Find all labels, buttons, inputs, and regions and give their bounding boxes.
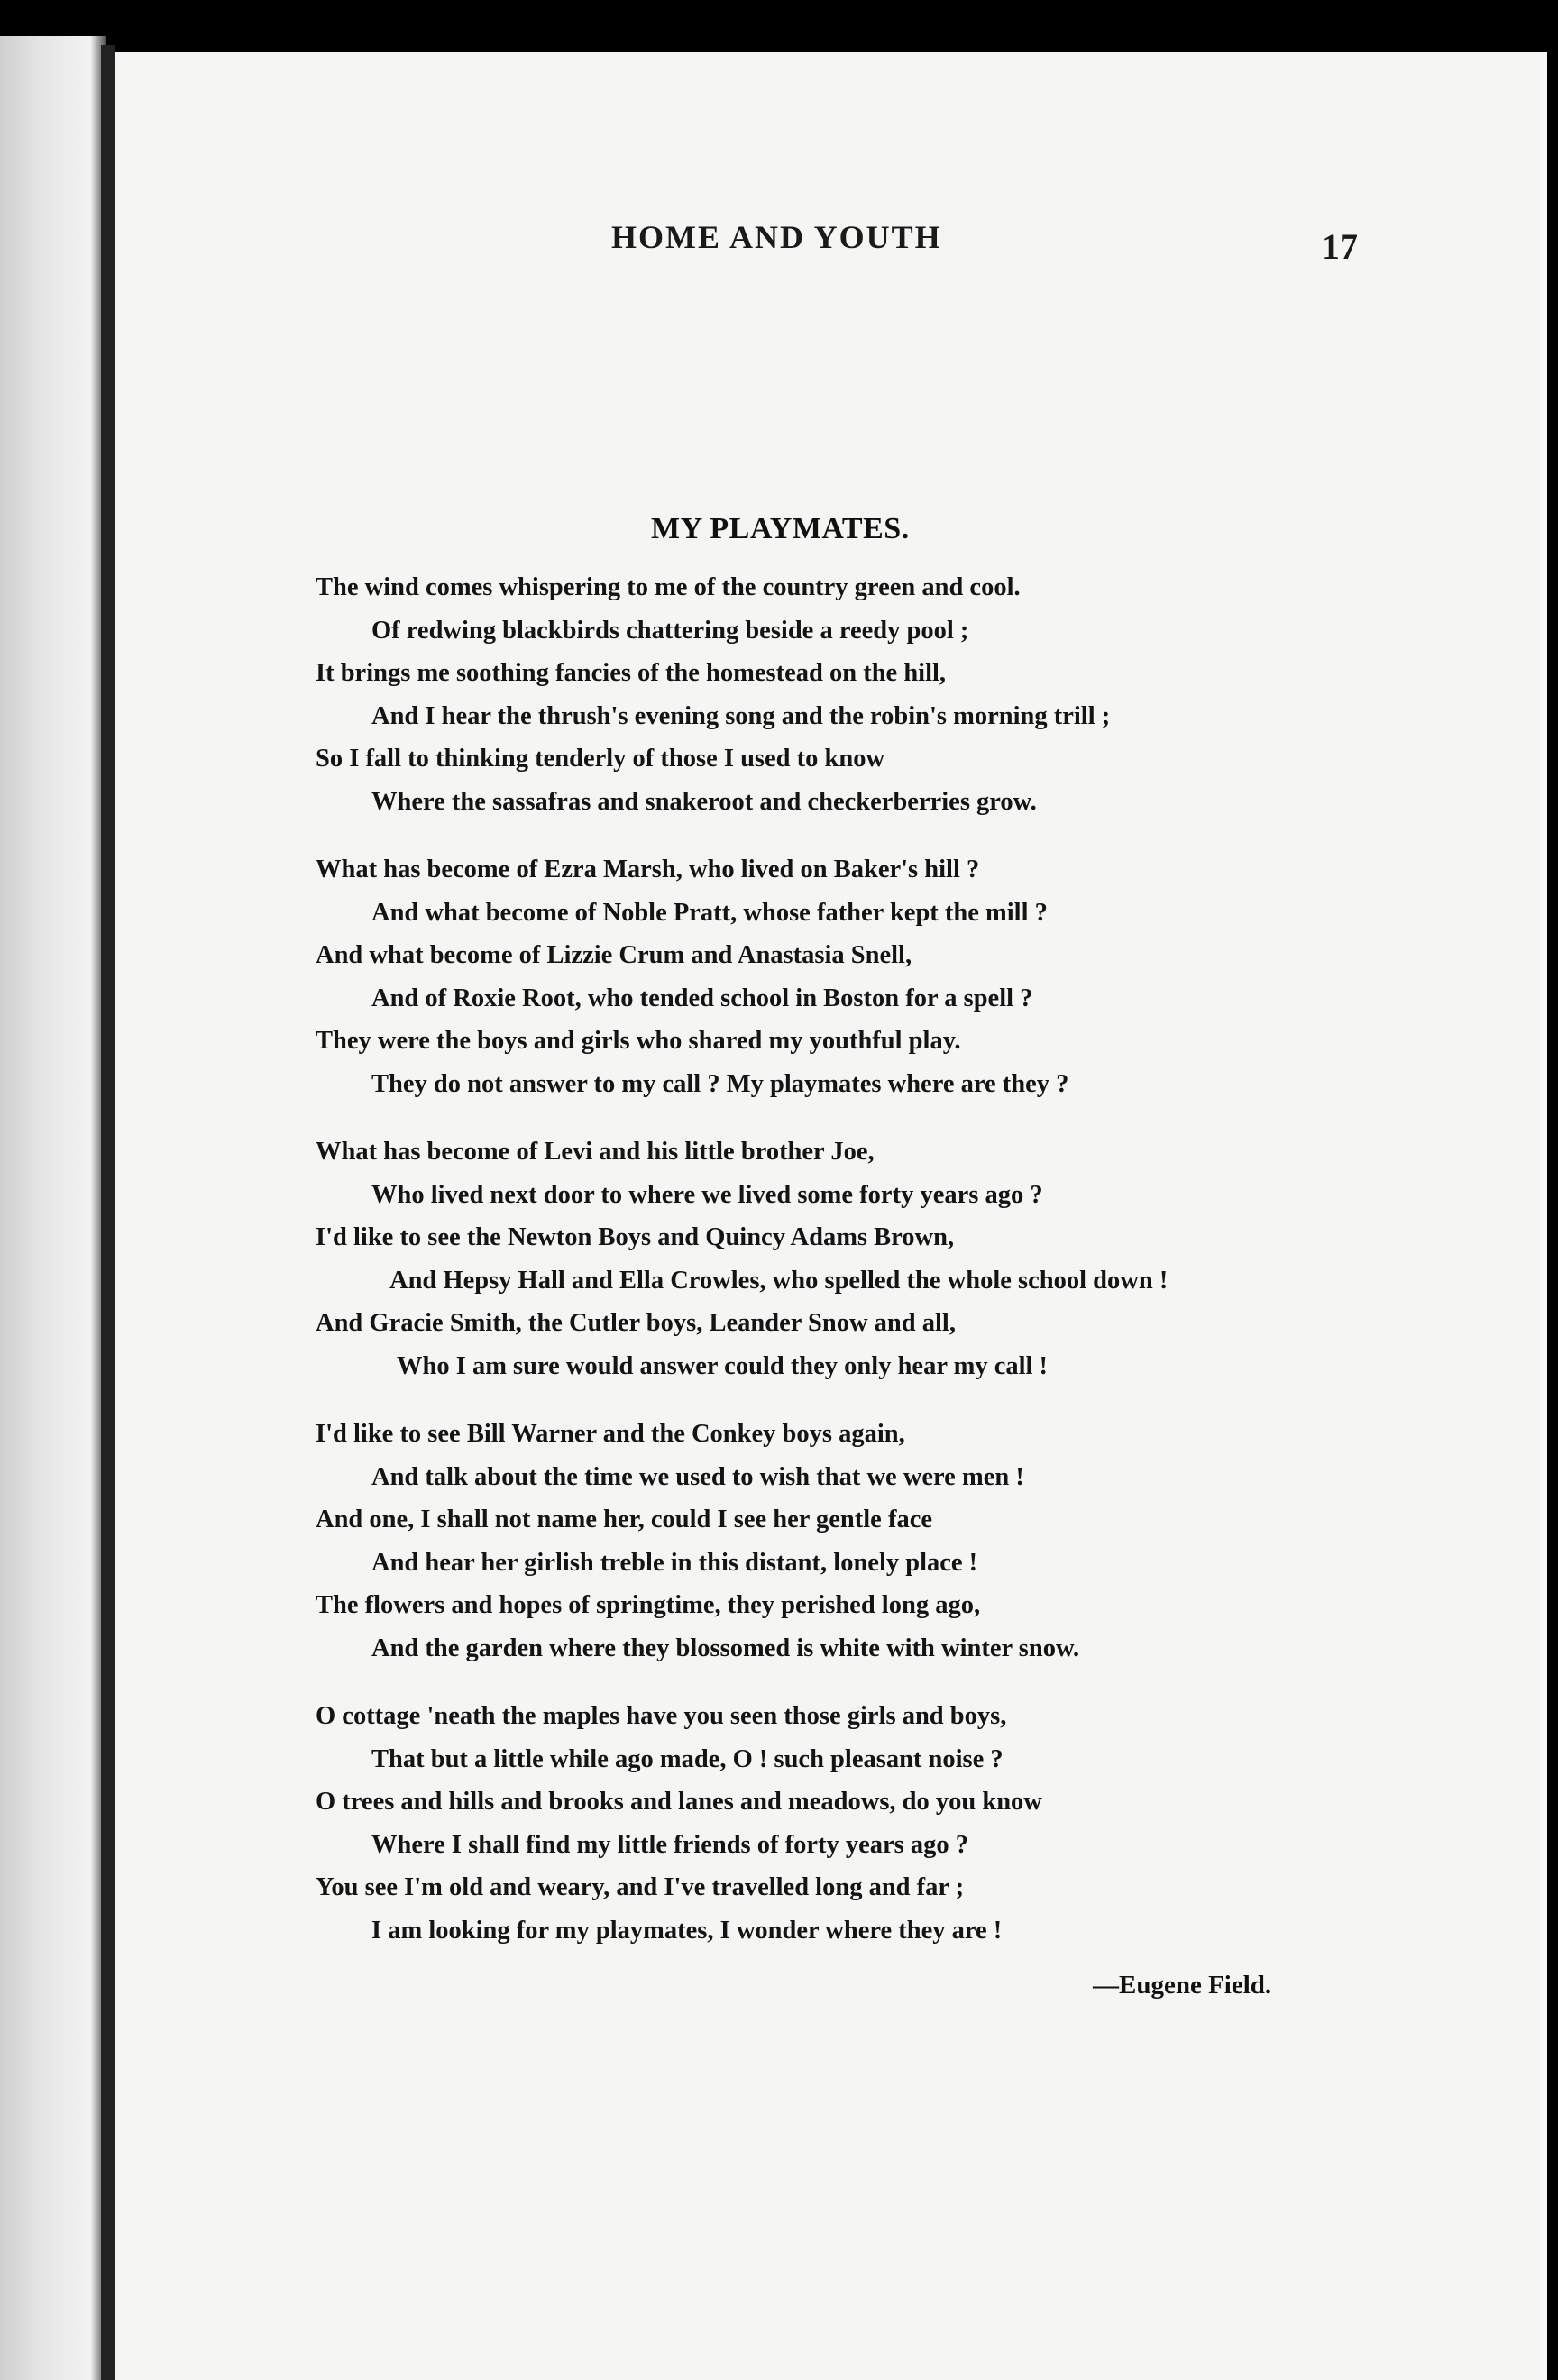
stanza-3: [316, 1130, 1334, 1387]
poem-line: I'd like to see Bill Warner and the Conkey boys again,: [316, 1420, 905, 1448]
poem-title: MY PLAYMATES.: [651, 512, 910, 545]
stanza-2: [316, 848, 1334, 1105]
poem-line: And what become of Noble Pratt, whose father kept the mill ?: [371, 898, 1048, 927]
poem-line: They do not answer to my call ? My playmates where are they ?: [371, 1069, 1069, 1098]
poem-line: Where I shall find my little friends of forty years ago ?: [371, 1830, 969, 1859]
poem-line: And Gracie Smith, the Cutler boys, Leander Snow and all,: [316, 1309, 956, 1337]
poem-line: And of Roxie Root, who tended school in Boston for a spell ?: [371, 984, 1033, 1012]
stanza-4: [316, 1413, 1334, 1670]
poem-line: And what become of Lizzie Crum and Anastasia Snell,: [316, 941, 912, 969]
poem-line: I am looking for my playmates, I wonder where they are !: [371, 1916, 1003, 1945]
poem-line: What has become of Ezra Marsh, who lived on Baker's hill ?: [316, 856, 980, 883]
poem-line: I'd like to see the Newton Boys and Quincy Adams Brown,: [316, 1223, 955, 1251]
poem-body: [316, 566, 1334, 1977]
poem-line: The flowers and hopes of springtime, they perished long ago,: [316, 1591, 981, 1619]
poem-line: And talk about the time we used to wish that we were men !: [371, 1462, 1024, 1491]
scan-top-border: [0, 0, 1558, 58]
running-head: HOME AND YOUTH: [611, 219, 942, 255]
poem-line: And Hepsy Hall and Ella Crowles, who spelled the whole school down !: [390, 1266, 1168, 1295]
page-number: 17: [1322, 226, 1358, 267]
poem-line: Who I am sure would answer could they only hear my call !: [397, 1351, 1049, 1380]
poem-line: And one, I shall not name her, could I see her gentle face: [316, 1506, 932, 1533]
binding-shadow: [101, 45, 115, 2380]
poem-line: What has become of Levi and his little brother Joe,: [316, 1138, 875, 1166]
poem-line: The wind comes whispering to me of the country green and cool.: [316, 573, 1021, 601]
poem-line: That but a little while ago made, O ! such pleasant noise ?: [371, 1744, 1004, 1773]
poem-line: Of redwing blackbirds chattering beside a reedy pool ;: [371, 616, 969, 645]
stanza-1: [316, 566, 1334, 823]
poem-line: O cottage 'neath the maples have you seen those girls and boys,: [316, 1702, 1007, 1730]
poem-attribution: —Eugene Field.: [1093, 1971, 1272, 2000]
poem-line: So I fall to thinking tenderly of those I used to know: [316, 745, 885, 773]
facing-page-edge: [0, 36, 106, 2380]
poem-line: O trees and hills and brooks and lanes and meadows, do you know: [316, 1788, 1042, 1816]
poem-line: Where the sassafras and snakeroot and checkerberries grow.: [371, 787, 1037, 816]
stanza-5: [316, 1695, 1334, 1952]
poem-line: And hear her girlish treble in this distant, lonely place !: [371, 1548, 978, 1577]
poem-line: Who lived next door to where we lived some forty years ago ?: [371, 1180, 1043, 1209]
poem-line: You see I'm old and weary, and I've travelled long and far ;: [316, 1873, 965, 1901]
poem-line: And I hear the thrush's evening song and the robin's morning trill ;: [371, 701, 1111, 730]
poem-line: They were the boys and girls who shared my youthful play.: [316, 1027, 961, 1055]
poem-line: And the garden where they blossomed is white with winter snow.: [371, 1634, 1080, 1662]
poem-line: It brings me soothing fancies of the homestead on the hill,: [316, 659, 947, 687]
